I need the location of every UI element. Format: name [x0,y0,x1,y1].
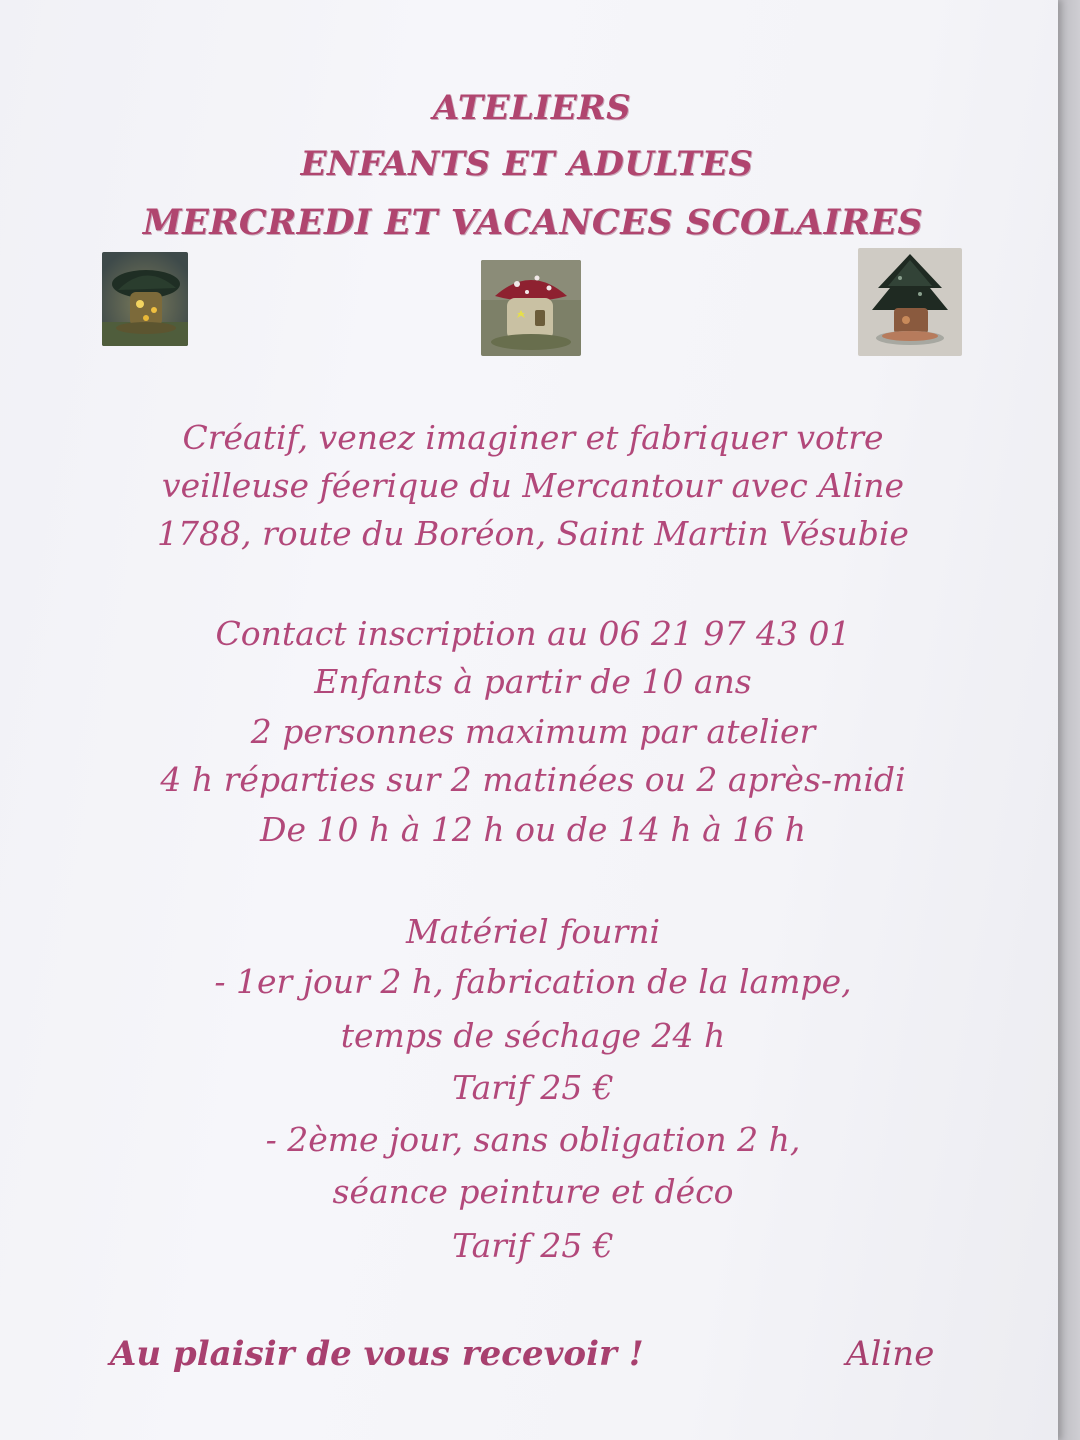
schedule-line: De 10 h à 12 h ou de 14 h à 16 h [260,810,806,849]
mushroom-lamp-photo-red [481,260,581,356]
drying-line: temps de séchage 24 h [340,1016,726,1055]
intro-line-2: veilleuse féerique du Mercantour avec Aline [161,466,905,505]
price-line-2: Tarif 25 € [452,1226,614,1265]
price-line-1: Tarif 25 € [452,1068,614,1107]
mushroom-lamp-photo-green [858,248,962,356]
heading-line-1: ATELIERS [432,88,632,128]
painting-line: séance peinture et déco [332,1172,734,1211]
heading-line-2: ENFANTS ET ADULTES [300,144,754,184]
capacity-line: 2 personnes maximum par atelier [250,712,816,751]
intro-line-1: Créatif, venez imaginer et fabriquer votre [182,418,884,457]
day1-line: - 1er jour 2 h, fabrication de la lampe, [214,962,852,1001]
signature: Aline [846,1334,935,1374]
contact-line: Contact inscription au 06 21 97 43 01 [215,614,851,653]
day2-line: - 2ème jour, sans obligation 2 h, [265,1120,801,1159]
duration-line: 4 h réparties sur 2 matinées ou 2 après-midi [160,760,906,799]
materials-heading: Matériel fourni [405,912,661,951]
closing-text: Au plaisir de vous recevoir ! [110,1334,644,1374]
age-line: Enfants à partir de 10 ans [314,662,752,701]
mushroom-lamp-photo-dark [102,252,188,346]
heading-line-3: MERCREDI ET VACANCES SCOLAIRES [142,202,924,243]
intro-line-3: 1788, route du Boréon, Saint Martin Vésubie [157,514,909,553]
